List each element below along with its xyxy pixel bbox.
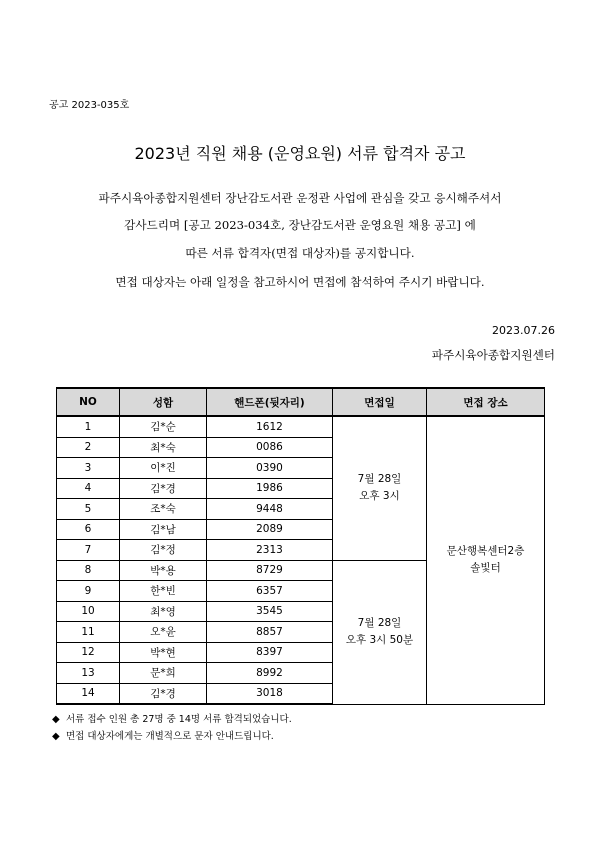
cell-name: 최*영 (120, 601, 207, 622)
cell-no: 11 (57, 622, 120, 643)
table-row (57, 416, 545, 437)
header-name: 성함 (120, 388, 207, 416)
cell-phone: 2089 (207, 519, 333, 540)
cell-phone: 1612 (207, 416, 333, 437)
group1-date: 7월 28일 (357, 473, 402, 486)
cell-phone: 8992 (207, 663, 333, 684)
cell-phone: 8729 (207, 560, 333, 581)
group2-time: 오후 3시 50분 (345, 634, 414, 646)
cell-name: 최*숙 (120, 437, 207, 458)
cell-no: 2 (57, 437, 120, 458)
cell-phone: 0390 (207, 458, 333, 479)
cell-no: 7 (57, 540, 120, 561)
cell-phone: 1986 (207, 478, 333, 499)
page-title: 2023년 직원 채용 (운영요원) 서류 합격자 공고 (134, 144, 466, 163)
cell-name: 김*정 (120, 540, 207, 561)
cell-phone: 2313 (207, 540, 333, 561)
cell-no: 6 (57, 519, 120, 540)
notes (52, 711, 292, 745)
cell-no: 5 (57, 499, 120, 520)
note-text-2: 면접 대상자에게는 개별적으로 문자 안내드립니다. (66, 731, 274, 742)
cell-name: 김*남 (120, 519, 207, 540)
header-no: NO (57, 388, 120, 416)
header-interview-date: 면접일 (333, 388, 427, 416)
cell-no: 13 (57, 663, 120, 684)
diamond-bullet-icon: ◆ (52, 731, 60, 742)
cell-name: 박*용 (120, 560, 207, 581)
body-line-1: 파주시육아종합지원센터 장난감도서관 운정관 사업에 관심을 갖고 응시해주셔서 (98, 191, 502, 205)
announcement-date: 2023.07.26 (492, 324, 555, 337)
cell-phone: 0086 (207, 437, 333, 458)
diamond-bullet-icon: ◆ (52, 714, 60, 725)
group1-time: 오후 3시 (359, 490, 400, 503)
note-text-1: 서류 접수 인원 총 27명 중 14명 서류 합격되었습니다. (66, 714, 292, 725)
body-line-4: 면접 대상자는 아래 일정을 참고하시어 면접에 참석하여 주시기 바랍니다. (115, 275, 485, 289)
cell-phone: 8857 (207, 622, 333, 643)
cell-name: 김*순 (120, 416, 207, 437)
cell-phone: 3018 (207, 683, 333, 704)
cell-name: 김*경 (120, 478, 207, 499)
applicant-table (56, 387, 545, 705)
header-interview-place: 면접 장소 (427, 388, 545, 416)
body-line-3: 따른 서류 합격자(면접 대상자)를 공지합니다. (185, 246, 415, 260)
header-phone: 핸드폰(뒷자리) (207, 388, 333, 416)
interview-place (427, 416, 545, 704)
cell-name: 박*현 (120, 642, 207, 663)
cell-name: 이*진 (120, 458, 207, 479)
cell-no: 9 (57, 581, 120, 602)
cell-phone: 8397 (207, 642, 333, 663)
group2-date: 7월 28일 (357, 617, 402, 629)
note-item (52, 728, 292, 745)
cell-phone: 9448 (207, 499, 333, 520)
body-line-2: 감사드리며 [공고 2023-034호, 장난감도서관 운영요원 채용 공고] 에 (124, 218, 476, 232)
organization-name: 파주시육아종합지원센터 (431, 348, 555, 362)
cell-no: 14 (57, 683, 120, 704)
cell-phone: 3545 (207, 601, 333, 622)
note-item (52, 711, 292, 728)
cell-no: 8 (57, 560, 120, 581)
interview-time-group-2 (333, 560, 427, 704)
cell-name: 조*숙 (120, 499, 207, 520)
cell-no: 4 (57, 478, 120, 499)
table-header-row (57, 388, 545, 416)
cell-phone: 6357 (207, 581, 333, 602)
cell-no: 10 (57, 601, 120, 622)
cell-name: 문*희 (120, 663, 207, 684)
document-number: 공고 2023-035호 (49, 100, 130, 111)
cell-name: 김*경 (120, 683, 207, 704)
cell-no: 3 (57, 458, 120, 479)
place-line-1: 문산행복센터2층 (446, 545, 525, 558)
cell-name: 한*빈 (120, 581, 207, 602)
place-line-2: 솔빛터 (470, 562, 501, 575)
cell-no: 1 (57, 416, 120, 437)
cell-name: 오*윤 (120, 622, 207, 643)
cell-no: 12 (57, 642, 120, 663)
interview-time-group-1 (333, 416, 427, 560)
